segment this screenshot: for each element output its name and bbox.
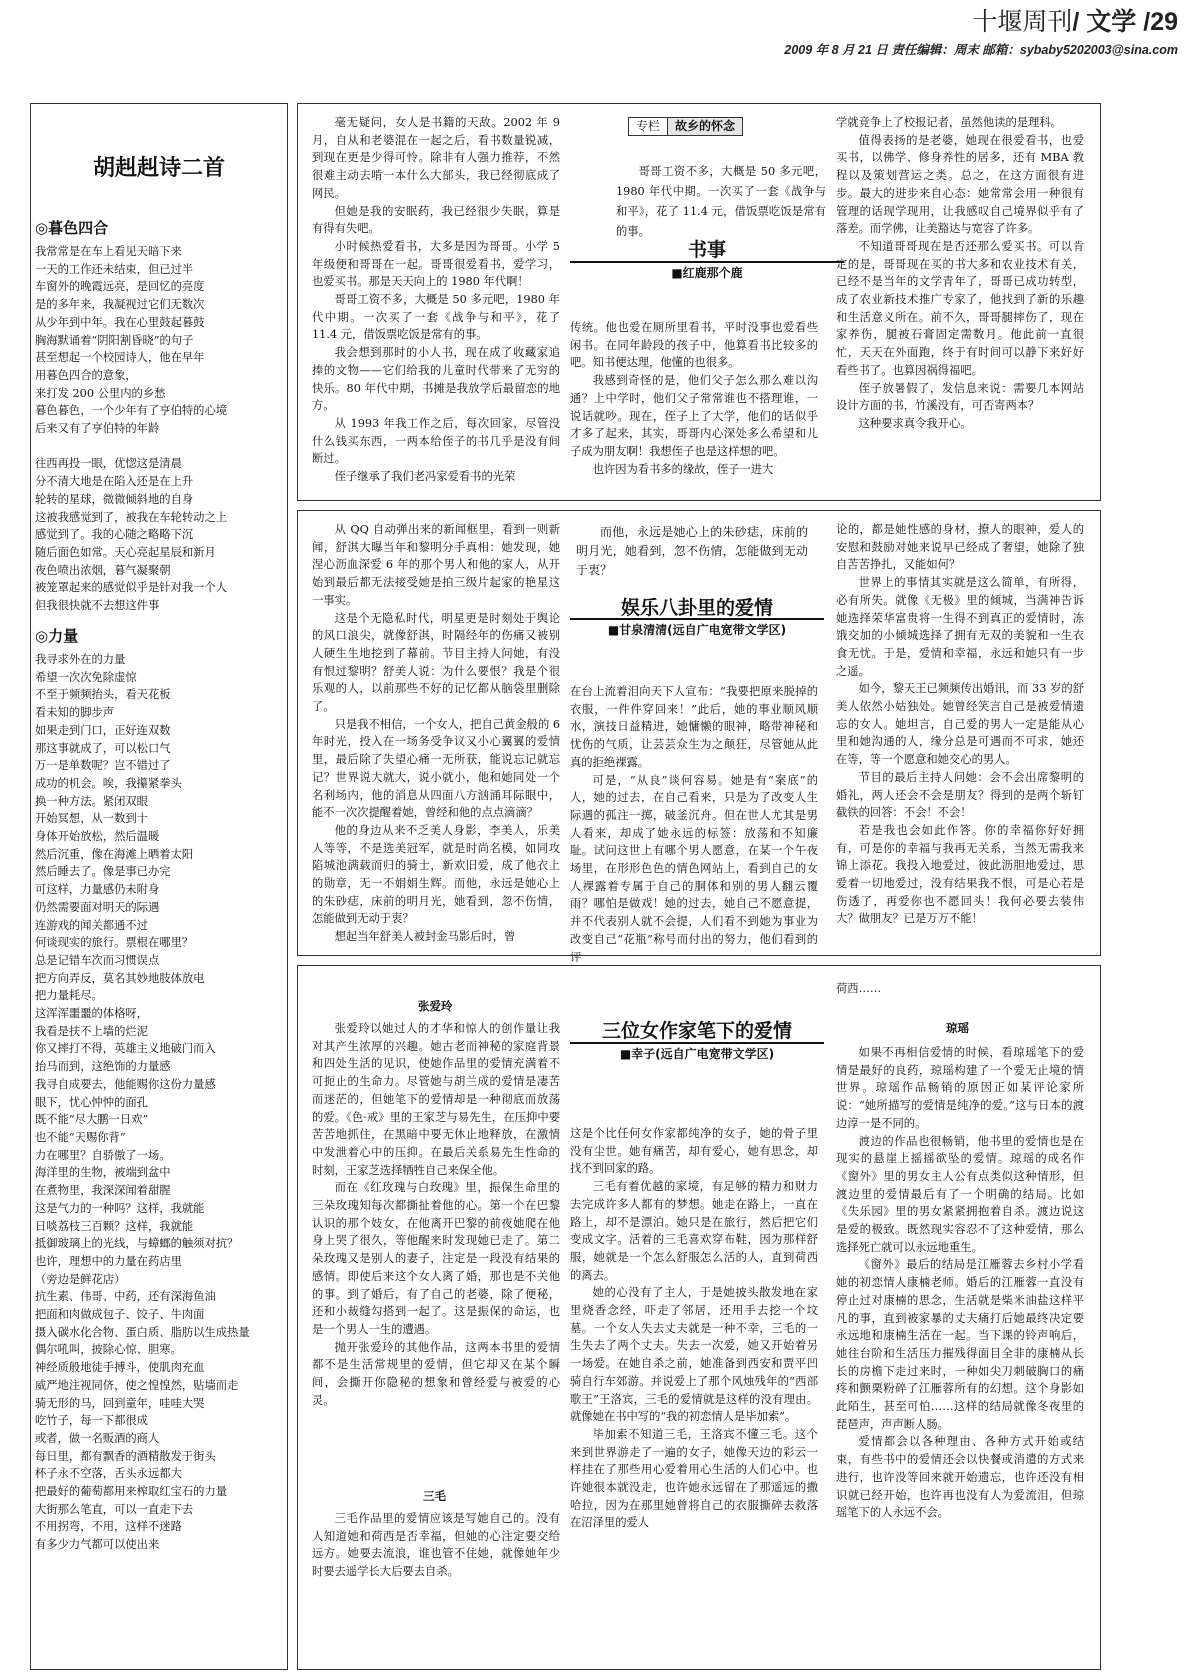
yule-lead-text: 而他，永远是她心上的朱砂痣，床前的明月光，她看到，忽不伤情，怎能做到无动于衷？	[576, 525, 808, 577]
paragraph: 论的，都是她性感的身材，撩人的眼神，爱人的安慰和鼓励对她来说早已经成了奢望，她除了独自苦苦挣扎，又能如何？	[836, 523, 1084, 572]
sanwei-col3-top-text: 荷西……	[836, 982, 882, 995]
poem-line: 摄入碳水化合物、蛋白质、脂肪以生成热量	[35, 1325, 250, 1339]
sanwei-col3	[836, 1044, 1084, 1666]
stanza-gap	[35, 438, 283, 456]
shushi-lead-text: 哥哥工资不多，大概是 50 多元吧，1980 年代中期。一次买了一套《战争与和平》，花了 11.4 元，借饭票吃饭是常有的事。	[616, 165, 826, 238]
poem-line: 力在哪里？自骄傲了一场。	[35, 1148, 171, 1162]
poem-line: 车窗外的晚霞远亮，是回忆的亮度	[35, 280, 205, 294]
poem2-title: ◎力量	[35, 627, 79, 645]
paragraph: 侄子继承了我们老冯家爱看书的光荣	[334, 470, 516, 484]
poem-line: 也许，理想中的力量在药店里	[35, 1254, 182, 1268]
poem1-title: ◎暮色四合	[35, 219, 109, 237]
poem-line: 夜色喷出浓烟，暮气凝聚朝	[35, 563, 171, 577]
shushi-col1	[312, 114, 560, 496]
paragraph: 哥哥工资不多，大概是 50 多元吧，1980 年代中期。一次买了一套《战争与和平》，花了 11.4 元，借饭票吃饭是常有的事。	[312, 293, 560, 342]
poem-line: 我常常是在车上看见天暗下来	[35, 245, 182, 258]
shushi-col3	[836, 114, 1084, 496]
shushi-article	[297, 103, 1101, 501]
paragraph: 而在《红玫瑰与白玫瑰》里，振保生命里的三朵玫瑰知每次都撕扯着他的心。第一个在巴黎认识的那个妓女，在他离开巴黎的前夜她爬在他身上哭了很久，等他醒来时发现她已走了。第二朵玫瑰又是别人的妻子，注定是一段没有结果的感情。即使后来这个女人离了婚，那也是不关他的事。到了婚后，有了自己的老婆，除了便秘，还和小裁缝勾搭到一起了。这是振保的命运，也是一个男人一生的遭遇。	[312, 1181, 560, 1336]
poem-line: 有多少力气都可以使出来	[35, 1538, 160, 1552]
poem-line: 偶尔吼叫，披除心惊、胆寒。	[35, 1343, 182, 1357]
paragraph: 从 QQ 自动弹出来的新闻框里，看到一则新闻，舒淇大曝当年和黎明分手真相：她发现，她涅心沥血深爱 6 年的那个男人和他的家人，从开始到最后都无法接受她是拍三级片起家的艳星这一事实。	[312, 523, 560, 607]
poem-line: 骑无形的马，回到童年，哇哇大哭	[35, 1396, 205, 1410]
poem-line: 被笼罩起来的感觉似乎是针对我一个人	[35, 581, 228, 595]
heading-zhang-ailing: 张爱玲	[418, 999, 453, 1013]
sanwei-rule	[570, 1042, 824, 1044]
yule-title: 娱乐八卦里的爱情	[620, 597, 773, 619]
shushi-col2	[570, 319, 818, 497]
paragraph: 可是，“从良”谈何容易。她是有“案底”的人，她的过去，在自己看来，只是为了改变人生际遇的孤注一掷，破釜沉舟。但在世人尤其是男人看来，却成了她永远的标签：放荡和不知廉耻。试问这世上有哪个男人愿意，在某一个午夜场里，在形形色色的情色网站上，看到自己的女人裸露着专属于自己的胴体和别的男人翻云覆雨？哪怕是做戏！她的过去，她自己不愿意提，并不代表别人就不会提，人们看不到她为事业为改变自己“花瓶”称号而付出的努力，他们看到的评	[570, 773, 818, 964]
poem-line: （旁边是鲜花店）	[35, 1272, 126, 1286]
poem-line: 在煮物里，我深深闻着甜腥	[35, 1184, 171, 1198]
poem-line: 威严地注视同侪，使之惶惶然，贴墙而走	[35, 1378, 239, 1392]
poem-line: 抬马而到，这绝饰的力量感	[35, 1060, 171, 1074]
column-label-key: 专栏	[629, 118, 668, 135]
paragraph: 爱情都会以各种理由、各种方式开始或结束，有些书中的爱情还会以快餐或消遣的方式来进行，也许没等回来就开始遗忘，也许还没有相识就已经开始，也许再也没有人为爱流泪，但琼瑶笔下的人永远不会。	[836, 1435, 1084, 1520]
paragraph: 如今，黎天王已频频传出婚讯，而 33 岁的舒美人依然小姑独处。她曾经笑言自己是被爱情遗忘的女人。她坦言，自己爱的男人一定是能从心里和她沟通的人，缘分总是可遇而不可求，她还在等，等一个愿意和她交心的男人。	[836, 682, 1084, 767]
poem-line: 这是气力的一种吗？这样，我就能	[35, 1201, 205, 1215]
paragraph: 三毛有着优越的家境，有足够的精力和财力去完成许多人都有的梦想。她走在路上，一直在路上，却不是漂泊。她只是在旅行，然后把它们变成文字。活着的三毛喜欢穿布鞋，因为那样舒服，她就是一个怎么舒服怎么活的人，直到荷西的离去。	[570, 1180, 818, 1282]
poem-line: 我寻自成要去，他能赐你这份力量感	[35, 1077, 216, 1091]
poem-line: 不至于频频抬头，看天花板	[35, 688, 171, 702]
poem-line: 不用拐弯，不用，这样不迷路	[35, 1520, 182, 1534]
poem-line: 开始冥想，从一数到十	[35, 812, 148, 826]
paragraph: 但她是我的安眠药，我已经很少失眠，算是有得有失吧。	[312, 204, 560, 236]
poem-line: 这被我感觉到了，被我在车轮转动之上	[35, 510, 228, 524]
paragraph: 不知道哥哥现在是否还那么爱买书。可以肯定的是，哥哥现在买的书大多和农业技术有关，已经不是当年的文学青年了，哥哥已成功转型，成了农业新技术推广专家了，他找到了新的乐趣和生活意义所在。前不久，哥哥腿摔伤了，现在家养伤，腿被石膏固定需数月。他此前一直很忙，天天在外面跑，终于有时间可以静下来好好看些书了。也算因祸得福吧。	[836, 239, 1084, 377]
yule-lead	[576, 523, 808, 580]
sanwei-author: ■幸子(远自广电宽带文学区)	[619, 1047, 775, 1061]
paragraph: 他的身边从来不乏美人身影，李美人，乐美人等等，不是选美冠军，就是时尚名模，如同攻陷城池满载而归的骑士，新欢旧爱，成了他衣上的勋章，无一不娟娟生辉。而他，永远是她心上的朱砂痣，床前的明月光，她看到，忽不伤情，怎能做到无动于衷？	[312, 823, 560, 926]
poem-line: 我看是扶不上墙的烂泥	[35, 1024, 148, 1038]
poem-line: 这浑浑噩噩的体格呀，	[35, 1007, 148, 1021]
paragraph: 她的心没有了主人，于是她披头散发地在家里烧香念经，吓走了邻居，还用手去挖一个坟墓。一个女人失去丈夫就是一种不幸，三毛的一生失去了两个丈夫。失去一次爱，她又开始着另一场爱。在她自杀之前，她准备到西安和贾平凹骑自行车郊游。并说爱上了那个风烛残年的“西部歌王”王洛宾，三毛的爱情就是这样的没有理由。就像她在书中写的“我的初恋情人是毕加索”。	[570, 1286, 818, 1424]
poem-line: 抗生素、伟哥、中药，还有深海鱼油	[35, 1290, 216, 1304]
paragraph: 侄子放暑假了，发信息来说：需要几本网站设计方面的书，竹溪没有，可否寄两本？	[836, 381, 1084, 413]
poem-line: 暮色暮色，一个少年有了亨伯特的心境	[35, 404, 228, 418]
poem-line: 也不能“天赐你背”	[35, 1130, 126, 1144]
poem-line: 从少年到中年。我在心里鼓起暮鼓	[35, 315, 205, 329]
poem-line: 甚至想起一个校园诗人，他在早年	[35, 351, 205, 365]
poem-line: 但我很快就不去想这件事	[35, 599, 160, 613]
poem-line: 换一种方法。紧闭双眼	[35, 794, 148, 808]
paragraph: 《窗外》最后的结局是江雁蓉去乡村小学看她的初恋情人康楠老师。婚后的江雁蓉一直没有停止过对康楠的思念，生活就是柴米油盐这样平凡的事，直到被家暴的丈夫痛打后她最终决定要永远地和康楠生活在一起。当下课的铃声响后，她往台阶和生活压力摧残得面目全非的康楠从长长的房檐下走过来时，一种如尖刀刺破胸口的痛疼和颤栗粉碎了江雁蓉所有的幻想。这个身影如此陌生，甚至可怕……这样的结局就像冬夜里的琵琶声，声声断人肠。	[836, 1258, 1084, 1431]
paragraph: 节目的最后主持人问她：会不会出席黎明的婚礼，两人还会不会是朋友？得到的是两个斩钉截铁的回答：不会！不会！	[836, 770, 1084, 820]
poem-line: 眼下，忧心忡忡的面孔	[35, 1095, 148, 1109]
paragraph: 在台上流着泪向天下人宣布：“我要把原来脱掉的衣服，一件件穿回来！”此后，她的事业顺风顺水，演技日益精进，她慵懒的眼神，略带神秘和忧伤的气质，让芸芸众生为之颠狂，尽管她从此真的拒绝裸露。	[570, 685, 818, 769]
sanwei-article	[297, 965, 1101, 1670]
poem-line: 既不能“尽大鹏一日欢”	[35, 1113, 149, 1127]
yule-rule	[570, 618, 824, 620]
poem-line: 大街那么笔直，可以一直走下去	[35, 1502, 194, 1516]
poem-line: 抵御玻璃上的光线，与蟑螂的触须对抗？	[35, 1237, 239, 1251]
sanwei-col1b	[312, 1510, 560, 1666]
poem-line: 你又摔打不得，英雄主义地破门而入	[35, 1042, 216, 1056]
poem-line: 然后睡去了。像是事已办完	[35, 865, 171, 879]
header-title: 十堰周刊	[972, 8, 1073, 36]
poem-line: 用暮色四合的意象，	[35, 368, 137, 382]
poem-line: 吃竹子，每一下都很成	[35, 1414, 148, 1428]
paragraph: 三毛作品里的爱情应该是写她自己的。没有人知道她和荷西是否幸福，但她的心注定要交给远方。她要去流浪，谁也管不住她，就像她年少时要去遥学长大后要去自杀。	[312, 1512, 560, 1579]
poem-line: 随后面色如常。天心亮起星辰和新月	[35, 545, 216, 559]
shushi-author: ■红鹿那个鹿	[671, 266, 743, 280]
poem-line: 如果走到门口，正好连双数	[35, 723, 171, 737]
yule-col2	[570, 683, 818, 964]
poem1-body	[35, 243, 283, 623]
poem-line: 海洋里的生物，被端到盆中	[35, 1166, 171, 1180]
heading-qiong-yao: 琼瑶	[946, 1021, 969, 1035]
paragraph: 小时候热爱看书，大多是因为哥哥。小学 5 年级便和哥哥在一起。哥哥很爱看书，爱学习，也爱买书。那是天天向上的 1980 年代啊！	[312, 239, 560, 289]
paragraph: 若是我也会如此作答。你的幸福你好好拥有，可是你的幸福与我再无关系，当然无需我来锦上添花。我投入地爱过，彼此沥胆地爱过，思爱着一切地爱过，没有结果我不恨，可是心若是伤透了，再爱你也不愿回头！我何必要去装伟大？做朋友？已是万万不能！	[836, 823, 1084, 926]
poem-line: 万一是单数呢？岂不错过了	[35, 759, 171, 773]
poem-line: 感觉到了。我的心随之略略下沉	[35, 528, 194, 542]
shushi-lead	[616, 162, 826, 242]
poem-line: 成功的机会。唉，我攥紧拳头	[35, 776, 182, 790]
poem-line: 然后沉重，像在海滩上晒着太阳	[35, 847, 194, 861]
column-label	[628, 117, 743, 136]
poem-line: 后来又有了亨伯特的年龄	[35, 422, 160, 436]
poem-line: 或者，做一名贩酒的商人	[35, 1431, 160, 1445]
column-label-value: 故乡的怀念	[668, 118, 742, 135]
poem-line: 把方向弄反，莫名其妙地肢体放电	[35, 971, 205, 985]
sanwei-title: 三位女作家笔下的爱情	[601, 1020, 792, 1042]
yule-col3	[836, 521, 1084, 951]
paragraph: 这种要求真令我开心。	[858, 416, 972, 430]
yule-author: ■甘泉清清(远自广电宽带文学区)	[607, 623, 787, 637]
paragraph: 这是个比任何女作家都纯净的女子，她的骨子里没有尘世。她有痛苦，却有爱心，她有思念，却找不到回家的路。	[570, 1127, 818, 1176]
poem-line: 把面和肉做成包子、饺子、牛肉面	[35, 1308, 205, 1322]
poem-line: 往西再投一眼，优惚这是清晨	[35, 457, 182, 471]
paragraph: 想起当年舒美人被封金马影后时，曾	[334, 930, 516, 944]
paragraph: 传统。他也爱在厕所里看书，平时没事也爱看些闲书。在同年龄段的孩子中，他算看书比较多的吧。知书便达理，他懂的也很多。	[570, 321, 818, 370]
poem-line: 希望一次次免除虚惊	[35, 670, 137, 684]
paragraph: 只是我不相信，一个女人，把自己黄金般的 6 年时光，投入在一场务受争议又小心翼翼的爱情里，最后除了失望心痛一无所获，能说忘记就忘记？世界说大就大，说小就小，他和她同处一个名利场内，他的消息从四面八方汹涌耳际眼中，能不一次次提醒着她，曾经和他的点点滴滴？	[312, 717, 561, 820]
poem-line: 一天的工作还未结束，但已过半	[35, 262, 194, 276]
paragraph: 抛开张爱玲的其他作品，这两本书里的爱情都不是生活常规里的爱情，但它却又在某个瞬间，会撕开你隐秘的想象和曾经爱与被爱的心灵。	[312, 1340, 560, 1407]
paragraph: 我感到奇怪的是，他们父子怎么那么难以沟通？上中学时，他们父子常常谁也不搭理谁，一说话就吵。现在，侄子上了大学，他们的话似乎才多了起来，其实，哥哥内心深处多么希望和儿子成为朋友啊！我想侄子也是这样想的吧。	[570, 374, 818, 458]
paragraph: 我会想到那时的小人书，现在成了收藏家追捧的文物——它们给我的儿童时代带来了无穷的快乐。80 年代中期，书摊是我放学后最留恋的地方。	[312, 346, 560, 413]
poem-line: 分不清大地是在陷入还是在上升	[35, 475, 194, 489]
sanwei-col1	[312, 1020, 560, 1458]
poem-line: 我寻求外在的力量	[35, 653, 126, 666]
poem2-body	[35, 651, 283, 1667]
shushi-rule	[570, 261, 844, 263]
paragraph: 毕加索不知道三毛，王洛宾不懂三毛。这个来到世界游走了一遍的女子，她像天边的彩云一样挂在了那些用心爱着用心生活的人们心中。也许她很本就没走，也许她永远留在了那遥远的撒哈拉，因为在那里她曾将自己的衣服撕碎去救落在沼泽里的爱人	[570, 1427, 818, 1530]
sanwei-col3-top	[836, 980, 1084, 998]
poem-line: 身体开始放松，然后温暖	[35, 830, 160, 844]
poem-line: 杯子永不空落，舌头永远都大	[35, 1467, 182, 1481]
poem-line: 何谈现实的旅行。票根在哪里？	[35, 936, 194, 950]
yule-col1	[312, 521, 560, 951]
poem-line: 连游戏的闻关都通不过	[35, 918, 148, 932]
poems-title: 胡赳赳诗二首	[92, 156, 225, 181]
paragraph: 世界上的事情其实就是这么简单，有所得，必有所失。就像《无极》里的倾城，当满神告诉她选择荣华富贵将一生得不到真正的爱情时，冻饿交加的小倾城选择了拥有无双的美貌和一生衣食无忧。于是，爱情和幸福，永远和她只有一步之遥。	[836, 576, 1084, 678]
poem-line: 胸海默诵着“阴阳割昏晓”的句子	[35, 333, 194, 347]
sanwei-col2	[570, 1125, 818, 1666]
paragraph: 学就竞争上了校报记者，虽然他读的是理科。	[836, 116, 1062, 129]
paragraph: 这是个无隐私时代，明星更是时刻处于舆论的风口浪尖，就像舒淇，时隔经年的伤痛又被别人硬生生地挖到了幕前。节目主持人问她，有没有恨过黎明？舒美人说：为什么要恨？我是个很乐观的人，以前那些不好的记忆都从脑袋里删除了。	[312, 611, 560, 714]
header-meta: 2009 年 8 月 21 日 责任编辑：周末 邮箱：sybaby5202003@sina.com	[784, 43, 1178, 57]
poem-line: 每日里，都有飘香的酒精散发于街头	[35, 1449, 216, 1463]
shushi-title: 书事	[687, 239, 726, 261]
poem-line: 是的多年来，我凝视过它们无数次	[35, 298, 205, 312]
paragraph: 值得表扬的是老婆，她现在很爱看书，也爱买书，以佛学、修身养性的居多，还有 MBA 教程以及策划营运之类。总之，在这方面很有进步。最大的进步来自心态：她常常会用一种很有管理的话现学现用，让我感叹自己境界似乎有了落差。而学佛，让美豁达与宽容了许多。	[836, 133, 1084, 236]
paragraph: 毫无疑问，女人是书籍的天敌。2002 年 9 月，自从和老婆混在一起之后，看书数量锐减，到现在更是少得可怜。除非有人强力推荐，不然很难主动去啃一本什么大部头，我已经彻底成了网民。	[312, 116, 560, 200]
paragraph: 也许因为看书多的缘故，侄子一进大	[592, 462, 774, 476]
poem-line: 可这样，力量感仍未附身	[35, 883, 160, 897]
paragraph: 从 1993 年我工作之后，每次回家，尽管没什么钱买东西，一两本给侄子的书几乎是没有间断过。	[312, 416, 560, 466]
poem-line: 日啖荔枝三百颗？这样，我就能	[35, 1219, 194, 1233]
poems-box	[30, 103, 288, 1670]
poem-line: 来打发 200 公里内的乡愁	[35, 386, 166, 400]
heading-san-mao: 三毛	[423, 1489, 446, 1503]
poem-line: 把最好的葡萄都用来榨取红宝石的力量	[35, 1485, 228, 1499]
poem-line: 轮转的星球，微微倾斜地的自身	[35, 492, 194, 506]
paragraph: 张爱玲以她过人的才华和惊人的创作量让我对其产生浓厚的兴趣。她古老而神秘的家庭背景和四处生活的见识，使她作品里的爱情充满着不可扼止的生命力。尽管她与胡兰成的爱情是凄苦而迷茫的，但她笔下的爱情却是一种彻底而放荡的爱。《色·戒》里的王家芝与易先生，在压抑中要苦苦地抓住，在黑暗中要无休止地释放，在激情中发泄着心中的压抑。在最后关系易先生性命的时刻，王家芝选择牺牲自己来保全他。	[312, 1022, 560, 1177]
poem-line: 把力量耗尽。	[35, 989, 103, 1003]
poem-line: 神经质般地徒手搏斗，使肌肉充血	[35, 1361, 205, 1375]
header-section: / 文学 /29	[1072, 8, 1178, 36]
paragraph: 如果不再相信爱情的时候，看琼瑶笔下的爱情是最好的良药，琼瑶构建了一个爱无止境的情世界。琼瑶作品畅销的原因正如某评论家所说：“她所描写的爱情是纯净的爱。”这与日本的渡边淳一是不同的。	[836, 1046, 1084, 1130]
poem-line: 总是记错车次而习惯误点	[35, 953, 160, 967]
poem-line: 那这事就成了，可以松口气	[35, 741, 171, 755]
yule-article	[297, 510, 1101, 964]
poem-line: 看未知的脚步声	[35, 706, 115, 720]
poem-line: 仍然需要面对明天的际遇	[35, 900, 160, 914]
paragraph: 渡边的作品也很畅销，他书里的爱情也是在现实的悬崖上摇摇欲坠的爱情。琼瑶的成名作《窗外》里的男女主人公有点类似这种情形，但渡边里的爱情最后有了一个明确的结局。比如《失乐园》里的男女紧紧拥抱着自杀。渡边说这是爱的极致。既然现实容忍不了这种爱情，那么选择死亡就可以永远地重生。	[836, 1134, 1084, 1254]
